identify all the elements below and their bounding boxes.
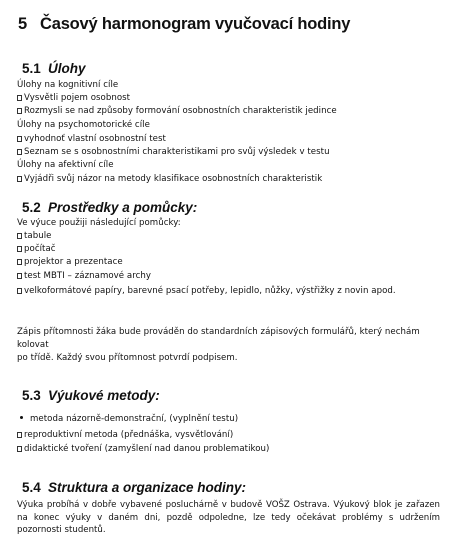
checkbox-bullet-icon <box>17 108 22 114</box>
round-bullet-icon <box>20 416 23 419</box>
checkbox-bullet-icon <box>17 432 22 438</box>
section-heading-5-2 <box>22 200 197 215</box>
checkbox-bullet-icon <box>17 233 22 239</box>
note-line: Zápis přítomnosti žáka bude prováděn do standardních zápisových formulářů, který nechám <box>17 327 420 337</box>
note-line: po třídě. Každý svou přítomnost potvrdí podpisem. <box>17 353 238 363</box>
section-number: 5.4 <box>22 480 41 495</box>
list-item: Vyjádři svůj názor na metody klasifikace osobnostních charakteristik <box>17 174 322 185</box>
section-number: 5.3 <box>22 388 41 403</box>
checkbox-bullet-icon <box>17 273 22 279</box>
checkbox-bullet-icon <box>17 259 22 265</box>
checkbox-bullet-icon <box>17 149 22 155</box>
section-title: Úlohy <box>48 61 86 76</box>
list-item: didaktické tvoření (zamyšlení nad danou problematikou) <box>17 444 269 455</box>
checkbox-bullet-icon <box>17 446 22 452</box>
list-line: Ve výuce použiji následující pomůcky: <box>17 218 181 228</box>
chapter-heading <box>18 15 350 34</box>
chapter-number: 5 <box>18 15 27 33</box>
list-item: Seznam se s osobnostními charakteristikami pro svůj výsledek v testu <box>17 147 330 158</box>
list-item: Rozmysli se nad způsoby formování osobnostních charakteristik jedince <box>17 106 337 117</box>
section-title: Prostředky a pomůcky: <box>48 200 198 215</box>
list-item: tabule <box>17 231 52 242</box>
chapter-title: Časový harmonogram vyučovací hodiny <box>40 15 351 33</box>
list-item: počítač <box>17 244 56 255</box>
section-title: Struktura a organizace hodiny: <box>48 480 247 495</box>
section-heading-5-3 <box>22 388 160 403</box>
checkbox-bullet-icon <box>17 176 22 182</box>
list-line: Úlohy na afektivní cíle <box>17 160 114 170</box>
list-item: metoda názorně-demonstrační, (vyplnění testu) <box>17 414 238 425</box>
section-number: 5.1 <box>22 61 41 76</box>
note-line: kolovat <box>17 340 49 350</box>
section-paragraph: Výuka probíhá v dobře vybavené posluchárně v budově VOŠZ Ostrava. Výukový blok je zařazen na konec výuky v daném dni, pozdě odpoledne, lze tedy očekávat problémy s udržením pozornosti studentů. <box>17 500 440 536</box>
list-item: vyhodnoť vlastní osobnostní test <box>17 134 166 145</box>
list-line: Úlohy na kognitivní cíle <box>17 80 119 90</box>
list-line: Úlohy na psychomotorické cíle <box>17 120 150 130</box>
checkbox-bullet-icon <box>17 95 22 101</box>
section-title: Výukové metody: <box>48 388 160 403</box>
list-item: velkoformátové papíry, barevné psací potřeby, lepidlo, nůžky, výstřižky z novin apod. <box>17 286 396 297</box>
checkbox-bullet-icon <box>17 246 22 252</box>
list-item: projektor a prezentace <box>17 257 123 268</box>
section-number: 5.2 <box>22 200 41 215</box>
list-item: test MBTI – záznamové archy <box>17 271 151 282</box>
list-item: reproduktivní metoda (přednáška, vysvětlování) <box>17 430 233 441</box>
section-heading-5-1 <box>22 61 86 76</box>
checkbox-bullet-icon <box>17 288 22 294</box>
list-item: Vysvětli pojem osobnost <box>17 93 130 104</box>
section-heading-5-4 <box>22 480 246 495</box>
checkbox-bullet-icon <box>17 136 22 142</box>
